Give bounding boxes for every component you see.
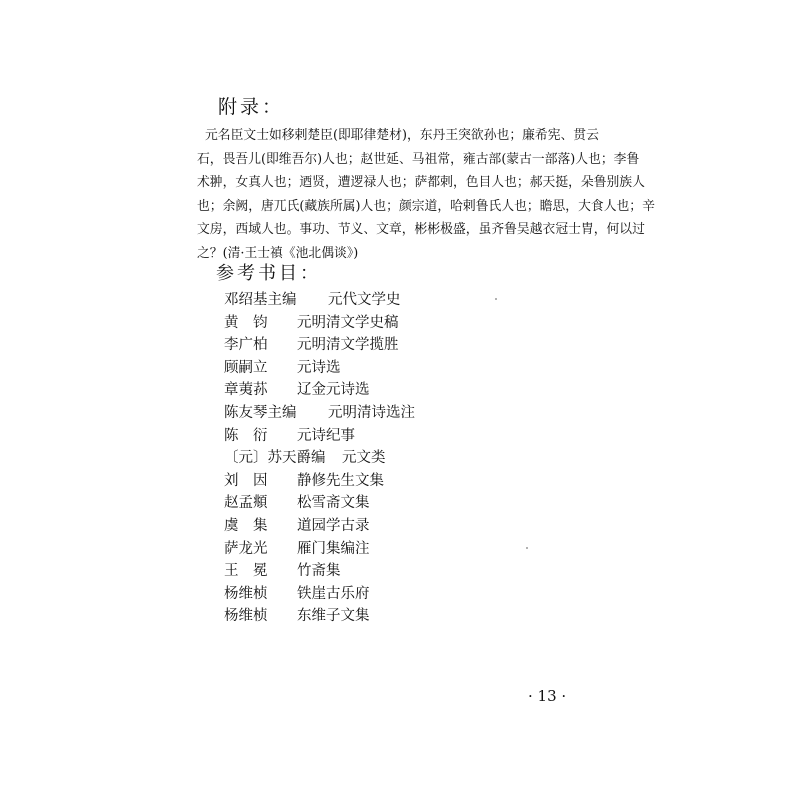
reference-title: 元诗纪事 xyxy=(297,427,355,444)
reference-author: 杨维桢 xyxy=(224,608,268,625)
appendix-line: 也；余阙，唐兀氏(藏族所属)人也；颜宗道，哈剌鲁氏人也；瞻思，大食人也；辛 xyxy=(197,198,655,214)
reference-title: 铁崖古乐府 xyxy=(297,585,370,602)
appendix-heading: 附录： xyxy=(218,96,285,118)
reference-title: 雁门集编注 xyxy=(297,540,370,557)
reference-title: 静修先生文集 xyxy=(297,472,384,489)
reference-title: 元诗选 xyxy=(297,359,341,376)
reference-author: 顾嗣立 xyxy=(224,359,268,376)
reference-title: 竹斋集 xyxy=(297,563,341,580)
appendix-quote xyxy=(197,124,655,266)
reference-author: 杨维桢 xyxy=(224,585,268,602)
reference-author: 虞 集 xyxy=(224,518,268,534)
appendix-line: 术翀，女真人也；迺贤，遭逻禄人也；萨都剌，色目人也；郝天挺，朵鲁别族人 xyxy=(197,175,645,191)
references-heading: 参考书目： xyxy=(216,263,321,284)
reference-title: 道园学古录 xyxy=(297,518,370,534)
reference-title: 辽金元诗选 xyxy=(297,382,370,399)
reference-title: 元文类 xyxy=(342,450,386,467)
appendix-line: 之？(清·王士禛《池北偶谈》) xyxy=(197,245,359,261)
scan-speck xyxy=(495,298,497,300)
reference-title: 东维子文集 xyxy=(297,608,370,625)
reference-author: 黄 钧 xyxy=(224,314,268,331)
reference-author: 邓绍基主编 xyxy=(224,292,297,308)
reference-author: 〔元〕苏天爵编 xyxy=(224,450,326,467)
scan-speck xyxy=(526,547,528,549)
reference-author: 赵孟頫 xyxy=(224,495,268,512)
reference-author: 陈友琴主编 xyxy=(224,405,297,421)
reference-author: 李广柏 xyxy=(224,337,268,354)
reference-title: 元明清文学揽胜 xyxy=(297,337,399,354)
reference-author: 萨龙光 xyxy=(224,540,268,557)
reference-title: 元代文学史 xyxy=(328,292,401,308)
reference-author: 刘 因 xyxy=(224,472,268,489)
appendix-line: 文房，西域人也。事功、节义、文章，彬彬极盛，虽齐鲁吴越衣冠士胄，何以过 xyxy=(197,222,645,238)
reference-author: 陈 衍 xyxy=(224,427,268,444)
reference-title: 松雪斋文集 xyxy=(297,495,370,512)
appendix-line: 石，畏吾儿(即维吾尔)人也；赵世延、马祖常，雍古部(蒙古一部落)人也；李鲁 xyxy=(197,151,640,167)
reference-title: 元明清文学史稿 xyxy=(297,314,399,331)
reference-title: 元明清诗选注 xyxy=(328,405,415,421)
appendix-line: 元名臣文士如移剌楚臣(即耶律楚材)，东丹王突欲孙也；廉希宪、贯云 xyxy=(205,128,599,143)
reference-author: 章荑荪 xyxy=(224,382,268,399)
page-number: · 13 · xyxy=(528,687,567,705)
reference-author: 王 冕 xyxy=(224,563,268,580)
